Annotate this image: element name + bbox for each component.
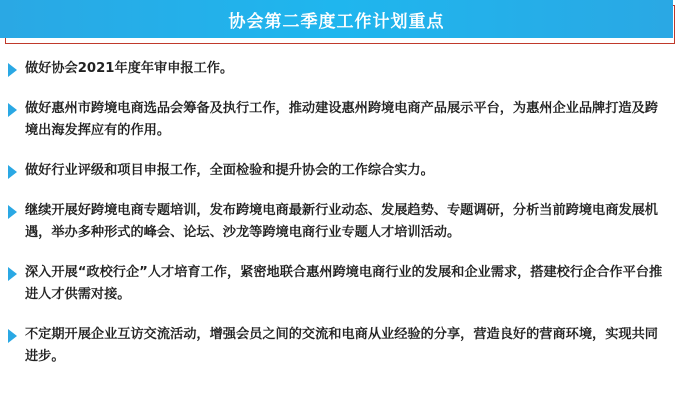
plan-item-text: 继续开展好跨境电商专题培训，发布跨境电商最新行业动态、发展趋势、专题调研，分析当前跨境电商发展机遇，举办多种形式的峰会、论坛、沙龙等跨境电商行业专题人才培训活动。 bbox=[25, 203, 658, 240]
plan-item-text: 不定期开展企业互访交流活动，增强会员之间的交流和电商从业经验的分享，营造良好的营商环境，实现共同进步。 bbox=[25, 327, 658, 364]
plan-item bbox=[0, 200, 683, 244]
title-banner bbox=[0, 0, 673, 38]
plan-item-text: 深入开展“政校行企”人才培育工作，紧密地联合惠州跨境电商行业的发展和企业需求，搭建校行企合作平台推进人才供需对接。 bbox=[25, 265, 663, 302]
triangle-bullet-icon bbox=[8, 329, 17, 343]
triangle-bullet-icon bbox=[8, 103, 17, 117]
plan-item bbox=[0, 160, 683, 182]
triangle-bullet-icon bbox=[8, 63, 17, 77]
triangle-bullet-icon bbox=[8, 267, 17, 281]
plan-item bbox=[0, 324, 683, 368]
plan-item bbox=[0, 98, 683, 142]
plan-item-text: 做好协会2021年度年审申报工作。 bbox=[25, 61, 234, 76]
plan-item-text: 做好惠州市跨境电商选品会筹备及执行工作，推动建设惠州跨境电商产品展示平台，为惠州企业品牌打造及跨境出海发挥应有的作用。 bbox=[25, 101, 658, 138]
plan-item-text: 做好行业评级和项目申报工作，全面检验和提升协会的工作综合实力。 bbox=[25, 163, 434, 178]
page-title: 协会第二季度工作计划重点 bbox=[228, 11, 445, 32]
plan-list bbox=[0, 58, 683, 386]
triangle-bullet-icon bbox=[8, 165, 17, 179]
plan-item bbox=[0, 262, 683, 306]
plan-item bbox=[0, 58, 683, 80]
triangle-bullet-icon bbox=[8, 205, 17, 219]
